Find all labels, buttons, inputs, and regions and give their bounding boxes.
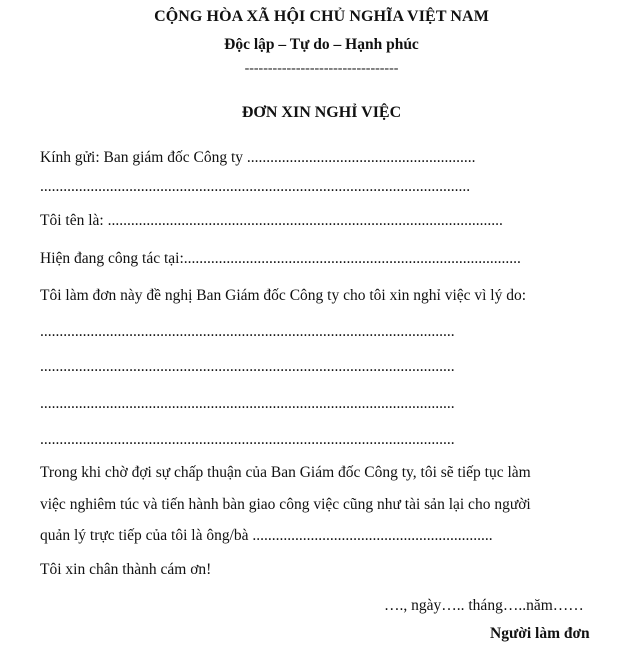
reason-line-2: ........................................................................................................... <box>40 358 455 375</box>
commitment-line-2: việc nghiêm túc và tiến hành bàn giao công việc cũng như tài sản lại cho người <box>40 496 531 513</box>
reason-line-3: ........................................................................................................... <box>40 395 455 412</box>
name-line: Tôi tên là: ...................................................................................................... <box>40 212 503 229</box>
header-separator: --------------------------------- <box>244 61 399 76</box>
request-line: Tôi làm đơn này đề nghị Ban Giám đốc Công ty cho tôi xin nghỉ việc vì lý do: <box>40 287 527 304</box>
workplace-line: Hiện đang công tác tại:....................................................................................... <box>40 250 521 267</box>
commitment-line-1: Trong khi chờ đợi sự chấp thuận của Ban Giám đốc Công ty, tôi sẽ tiếp tục làm <box>40 464 531 481</box>
commitment-line-3: quản lý trực tiếp của tôi là ông/bà .............................................................. <box>40 527 493 544</box>
date-line: …., ngày….. tháng…..năm…… <box>384 597 584 614</box>
recipient-continuation-line: ............................................................................................................... <box>40 178 471 195</box>
reason-line-4: ........................................................................................................... <box>40 431 455 448</box>
thanks-line: Tôi xin chân thành cám ơn! <box>40 561 212 578</box>
recipient-line: Kính gửi: Ban giám đốc Công ty ........................................................... <box>40 149 476 166</box>
national-motto: Độc lập – Tự do – Hạnh phúc <box>224 36 419 53</box>
reason-line-1: ........................................................................................................... <box>40 323 455 340</box>
national-title: CỘNG HÒA XÃ HỘI CHỦ NGHĨA VIỆT NAM <box>154 8 489 25</box>
signer-label: Người làm đơn <box>490 625 590 642</box>
document-title: ĐƠN XIN NGHỈ VIỆC <box>241 104 402 121</box>
